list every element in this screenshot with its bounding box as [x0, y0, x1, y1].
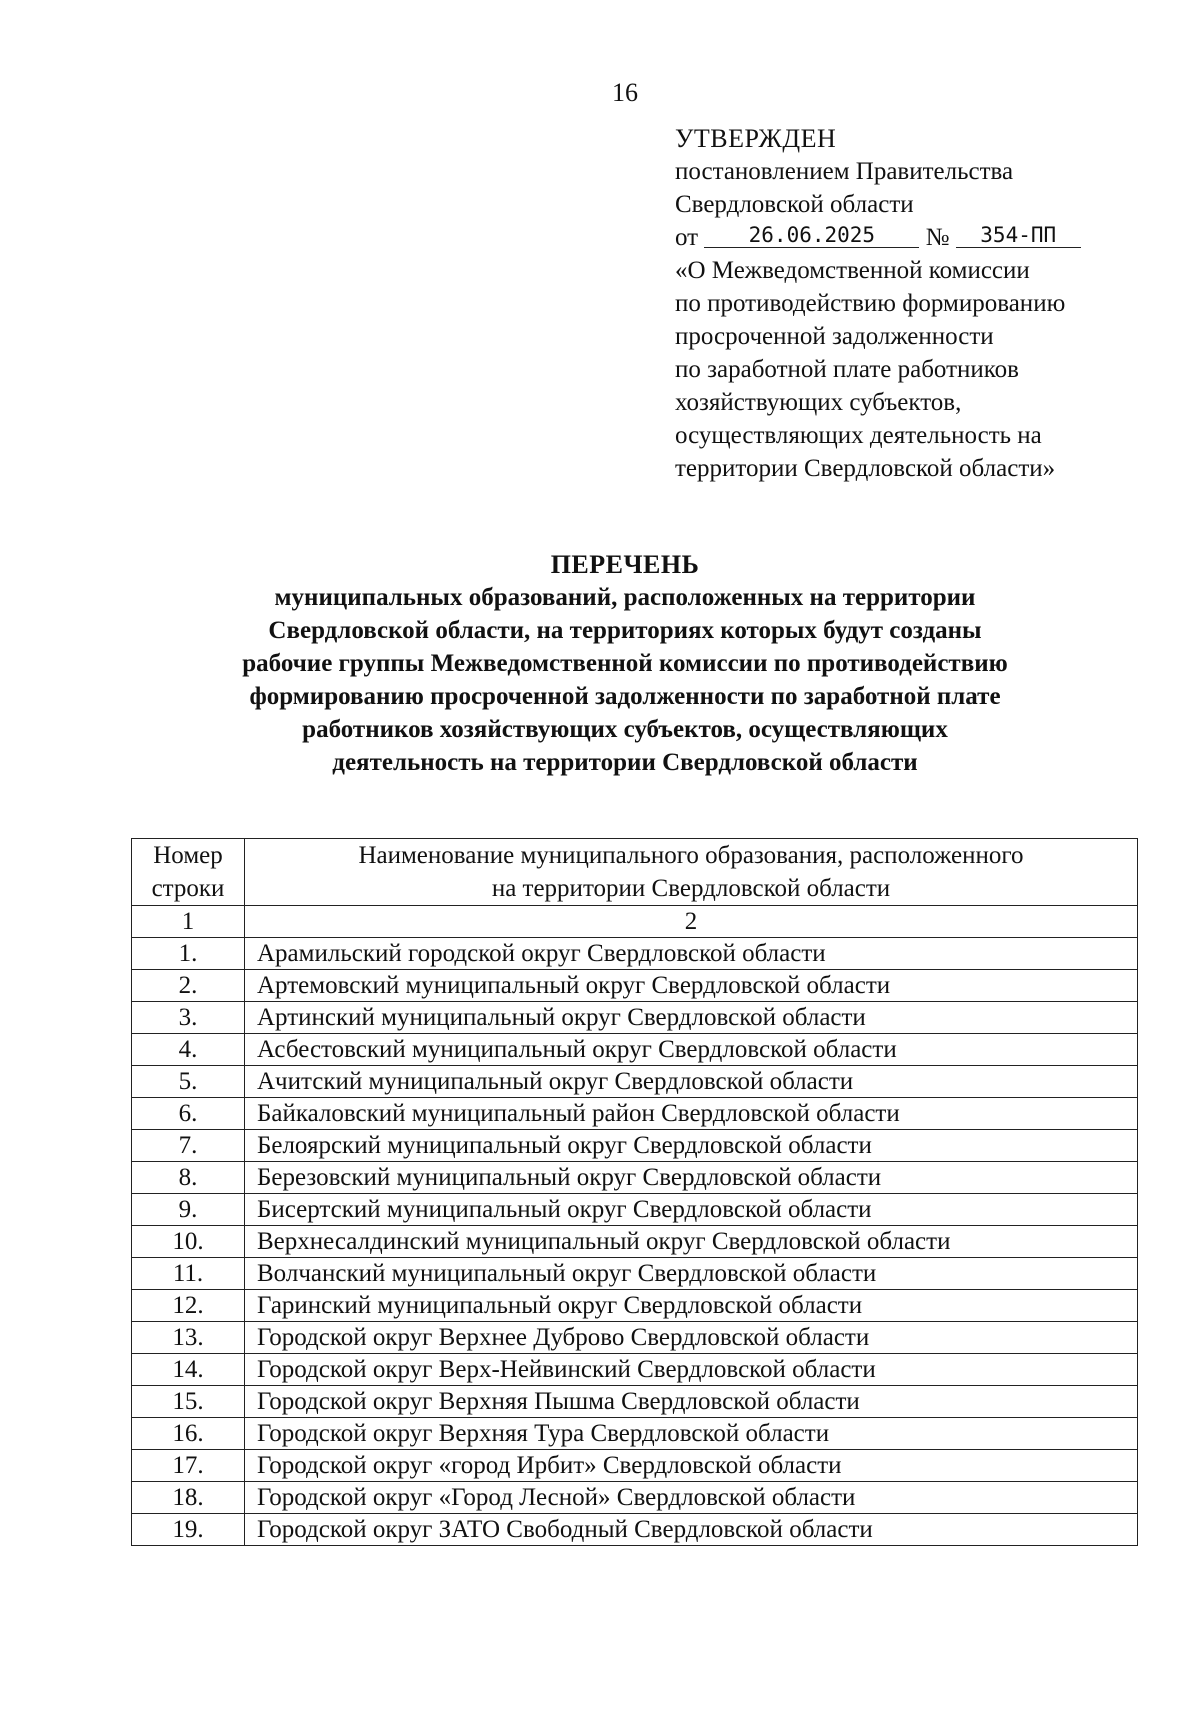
header-num-line-1: Номер	[153, 842, 223, 869]
municipality-name: Березовский муниципальный округ Свердловской области	[245, 1162, 1138, 1194]
table-row	[132, 1386, 1138, 1418]
table-row	[132, 1194, 1138, 1226]
column-index-2: 2	[245, 906, 1138, 938]
municipality-name: Гаринский муниципальный округ Свердловской области	[245, 1290, 1138, 1322]
table-row	[132, 1226, 1138, 1258]
approval-date: 26.06.2025	[704, 223, 919, 248]
row-number: 4.	[132, 1034, 245, 1066]
row-number: 8.	[132, 1162, 245, 1194]
row-number: 19.	[132, 1514, 245, 1546]
row-number: 13.	[132, 1322, 245, 1354]
row-number: 2.	[132, 970, 245, 1002]
table-row	[132, 1354, 1138, 1386]
title-line: формированию просроченной задолженности по заработной плате	[249, 683, 1001, 710]
number-prefix: №	[925, 224, 950, 251]
municipality-name: Белоярский муниципальный округ Свердловской области	[245, 1130, 1138, 1162]
page-number: 16	[612, 78, 638, 107]
column-index-1: 1	[132, 906, 245, 938]
table-row	[132, 1130, 1138, 1162]
municipalities-table	[131, 838, 1138, 1546]
title-line: Свердловской области, на территориях которых будут созданы	[268, 617, 982, 644]
municipality-name: Городской округ «город Ирбит» Свердловской области	[245, 1450, 1138, 1482]
municipality-name: Городской округ «Город Лесной» Свердловской области	[245, 1482, 1138, 1514]
table-row	[132, 1322, 1138, 1354]
header-municipality-name	[245, 839, 1138, 906]
header-num-line-2: строки	[151, 875, 225, 902]
row-number: 5.	[132, 1066, 245, 1098]
approval-number: 354-ПП	[956, 223, 1081, 248]
table-row	[132, 938, 1138, 970]
table-row	[132, 1098, 1138, 1130]
table-row	[132, 1258, 1138, 1290]
approval-date-line	[675, 221, 1175, 254]
approval-block	[675, 122, 1175, 485]
municipality-name: Городской округ Верх-Нейвинский Свердловской области	[245, 1354, 1138, 1386]
table-body	[132, 938, 1138, 1546]
municipality-name: Арамильский городской округ Свердловской области	[245, 938, 1138, 970]
row-number: 12.	[132, 1290, 245, 1322]
row-number: 7.	[132, 1130, 245, 1162]
approval-subject-line: «О Межведомственной комиссии	[675, 257, 1030, 284]
municipality-name: Бисертский муниципальный округ Свердловской области	[245, 1194, 1138, 1226]
row-number: 9.	[132, 1194, 245, 1226]
table-row	[132, 1034, 1138, 1066]
table-row	[132, 1450, 1138, 1482]
municipality-name: Верхнесалдинский муниципальный округ Свердловской области	[245, 1226, 1138, 1258]
table-row	[132, 1066, 1138, 1098]
municipality-name: Городской округ Верхняя Тура Свердловской области	[245, 1418, 1138, 1450]
approval-subject-line: просроченной задолженности	[675, 323, 994, 350]
row-number: 1.	[132, 938, 245, 970]
row-number: 3.	[132, 1002, 245, 1034]
municipality-name: Ачитский муниципальный округ Свердловской области	[245, 1066, 1138, 1098]
table-row	[132, 1162, 1138, 1194]
column-index-row	[132, 906, 1138, 938]
row-number: 15.	[132, 1386, 245, 1418]
header-name-line-2: на территории Свердловской области	[491, 875, 891, 902]
approval-line-1: постановлением Правительства	[675, 158, 1014, 185]
municipality-name: Волчанский муниципальный округ Свердловской области	[245, 1258, 1138, 1290]
approval-heading: УТВЕРЖДЕН	[675, 124, 837, 153]
municipality-name: Городской округ ЗАТО Свободный Свердловской области	[245, 1514, 1138, 1546]
approval-line-2: Свердловской области	[675, 191, 914, 218]
municipality-name: Байкаловский муниципальный район Свердловской области	[245, 1098, 1138, 1130]
table-row	[132, 970, 1138, 1002]
table-header-row	[132, 839, 1138, 906]
approval-subject-line: территории Свердловской области»	[675, 455, 1056, 482]
row-number: 18.	[132, 1482, 245, 1514]
row-number: 10.	[132, 1226, 245, 1258]
approval-subject-line: по противодействию формированию	[675, 290, 1066, 317]
table-row	[132, 1002, 1138, 1034]
municipality-name: Асбестовский муниципальный округ Свердловской области	[245, 1034, 1138, 1066]
approval-subject-line: осуществляющих деятельность на	[675, 422, 1042, 449]
approval-subject-line: по заработной плате работников	[675, 356, 1019, 383]
row-number: 11.	[132, 1258, 245, 1290]
municipality-name: Городской округ Верхняя Пышма Свердловской области	[245, 1386, 1138, 1418]
row-number: 6.	[132, 1098, 245, 1130]
municipality-name: Городской округ Верхнее Дуброво Свердловской области	[245, 1322, 1138, 1354]
header-name-line-1: Наименование муниципального образования, расположенного	[358, 842, 1024, 869]
municipality-name: Артемовский муниципальный округ Свердловской области	[245, 970, 1138, 1002]
title-line: рабочие группы Межведомственной комиссии по противодействию	[242, 650, 1008, 677]
title-heading: ПЕРЕЧЕНЬ	[550, 550, 700, 579]
title-line: деятельность на территории Свердловской области	[332, 749, 918, 776]
header-row-number	[132, 839, 245, 906]
date-prefix: от	[675, 224, 699, 251]
approval-subject-line: хозяйствующих субъектов,	[675, 389, 962, 416]
table-row	[132, 1514, 1138, 1546]
row-number: 16.	[132, 1418, 245, 1450]
title-line: работников хозяйствующих субъектов, осуществляющих	[302, 716, 948, 743]
document-title	[160, 548, 1090, 779]
municipality-name: Артинский муниципальный округ Свердловской области	[245, 1002, 1138, 1034]
table-row	[132, 1290, 1138, 1322]
table-row	[132, 1482, 1138, 1514]
row-number: 17.	[132, 1450, 245, 1482]
title-line: муниципальных образований, расположенных на территории	[274, 584, 976, 611]
row-number: 14.	[132, 1354, 245, 1386]
table-row	[132, 1418, 1138, 1450]
